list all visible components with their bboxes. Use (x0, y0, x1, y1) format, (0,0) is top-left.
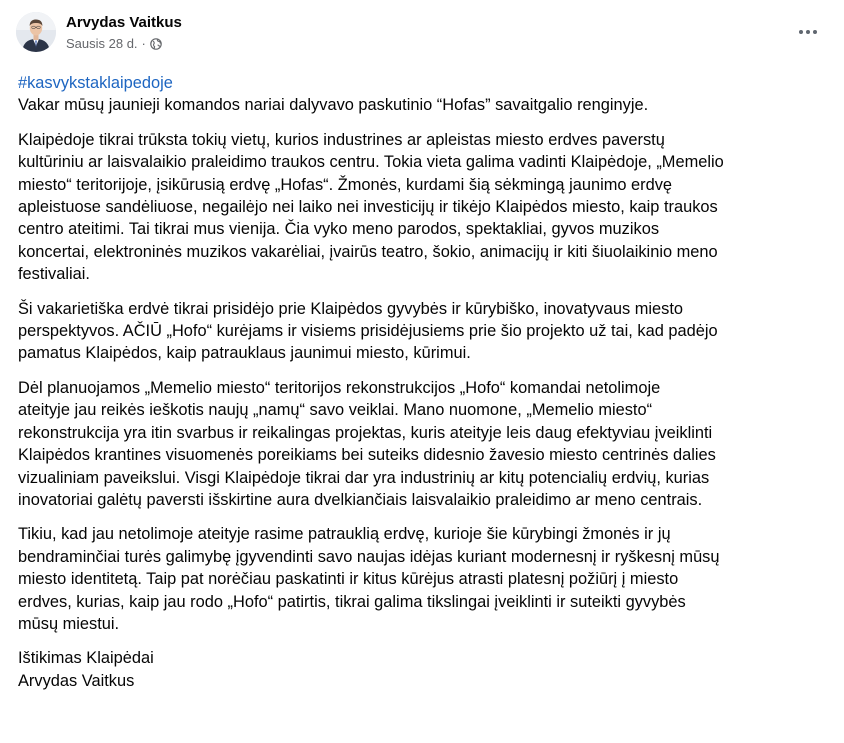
post-paragraph: Tikiu, kad jau netolimoje ateityje rasime patrauklią erdvę, kurioje šie kūrybingi žmonės ir jų bendraminčiai turės galimybę įgyvendinti savo naujas idėjas kuriant modernesnį ir ryškesnį mūsų miesto identitetą. Taip pat norėčiau paskatinti ir kitus kūrėjus atrasti platesnį požiūrį į miesto erdves, kurias, kaip jau rodo „Hofo“ patirtis, tikrai galima tikslingai įveiklinti ir suteikti gyvybės mūsų miestui. (18, 525, 720, 633)
more-dot (806, 30, 810, 34)
hashtag-link[interactable]: #kasvykstaklaipedoje (18, 74, 173, 92)
post-intro: Vakar mūsų jaunieji komandos nariai dalyvavo paskutinio “Hofas” savaitgalio renginyje. (18, 96, 649, 115)
separator-dot: · (141, 35, 146, 51)
more-dot (813, 30, 817, 34)
post-date[interactable]: Sausis 28 d. (66, 35, 138, 51)
post-meta (66, 13, 182, 52)
post-body (18, 72, 818, 692)
post-paragraph: Ši vakarietiška erdvė tikrai prisidėjo prie Klaipėdos gyvybės ir kūrybiško, inovatyvaus miesto perspektyvos. AČIŪ „Hofo“ kurėjams ir visiems prisidėjusiems prie šio projekto už tai, kad padėjo pamatus Klaipėdos, kaip patrauklaus jaunimui miesto, kūrimui. (18, 299, 718, 363)
post-header (16, 12, 182, 52)
post-paragraph: Dėl planuojamos „Memelio miesto“ teritorijos rekonstrukcijos „Hofo“ komandai netolimoje ateityje jau reikės ieškotis naujų „namų“ savo veiklai. Mano nuomone, „Memelio miesto“ rekonstrukcija yra itin svarbus ir reikalingas projektas, kuris ateityje leis daug efektyviau įveiklinti Klaipėdos krantines visuomenės poreikiams bei suteiks didesnio žavesio miesto centrinės dalies vizualiniam paveikslui. Visgi Klaipėdoje tikrai dar yra industrinių ar kitų potencialių erdvių, kurias inovatoriai galėtų paversti išskirtine aura dvelkiančiais laisvalaikio praleidimo ar meno centrais. (18, 378, 716, 509)
post-paragraph: Klaipėdoje tikrai trūksta tokių vietų, kurios industrines ar apleistas miesto erdves paverstų kultūriniu ar laisvalaikio praleidimo traukos centru. Tokia vieta galima vadinti Klaipėdoje, „Memelio miesto“ teritorijoje, įsikūrusią erdvę „Hofas“. Žmonės, kurdami šią sėkmingą jaunimo erdvę apleistuose sandėliuose, negailėjo nei laiko nei investicijų ir tikėjo Klaipėdos miesto, kaip traukos centro ateitimi. Tai tikrai mus vienija. Čia vyko meno parodos, spektakliai, gyvos muzikos koncertai, elektroninės muzikos vakarėliai, įvairūs teatro, šokio, animacijų ir kiti šiuolaikinio meno festivaliai. (18, 130, 724, 284)
avatar[interactable] (16, 12, 56, 52)
globe-icon[interactable] (150, 37, 162, 49)
profile-photo-icon (16, 12, 56, 52)
post-signature: Ištikimas Klaipėdai Arvydas Vaitkus (18, 649, 154, 690)
more-options-button[interactable] (792, 18, 824, 46)
author-name[interactable]: Arvydas Vaitkus (66, 13, 182, 31)
post-subline (66, 35, 182, 52)
more-dot (799, 30, 803, 34)
